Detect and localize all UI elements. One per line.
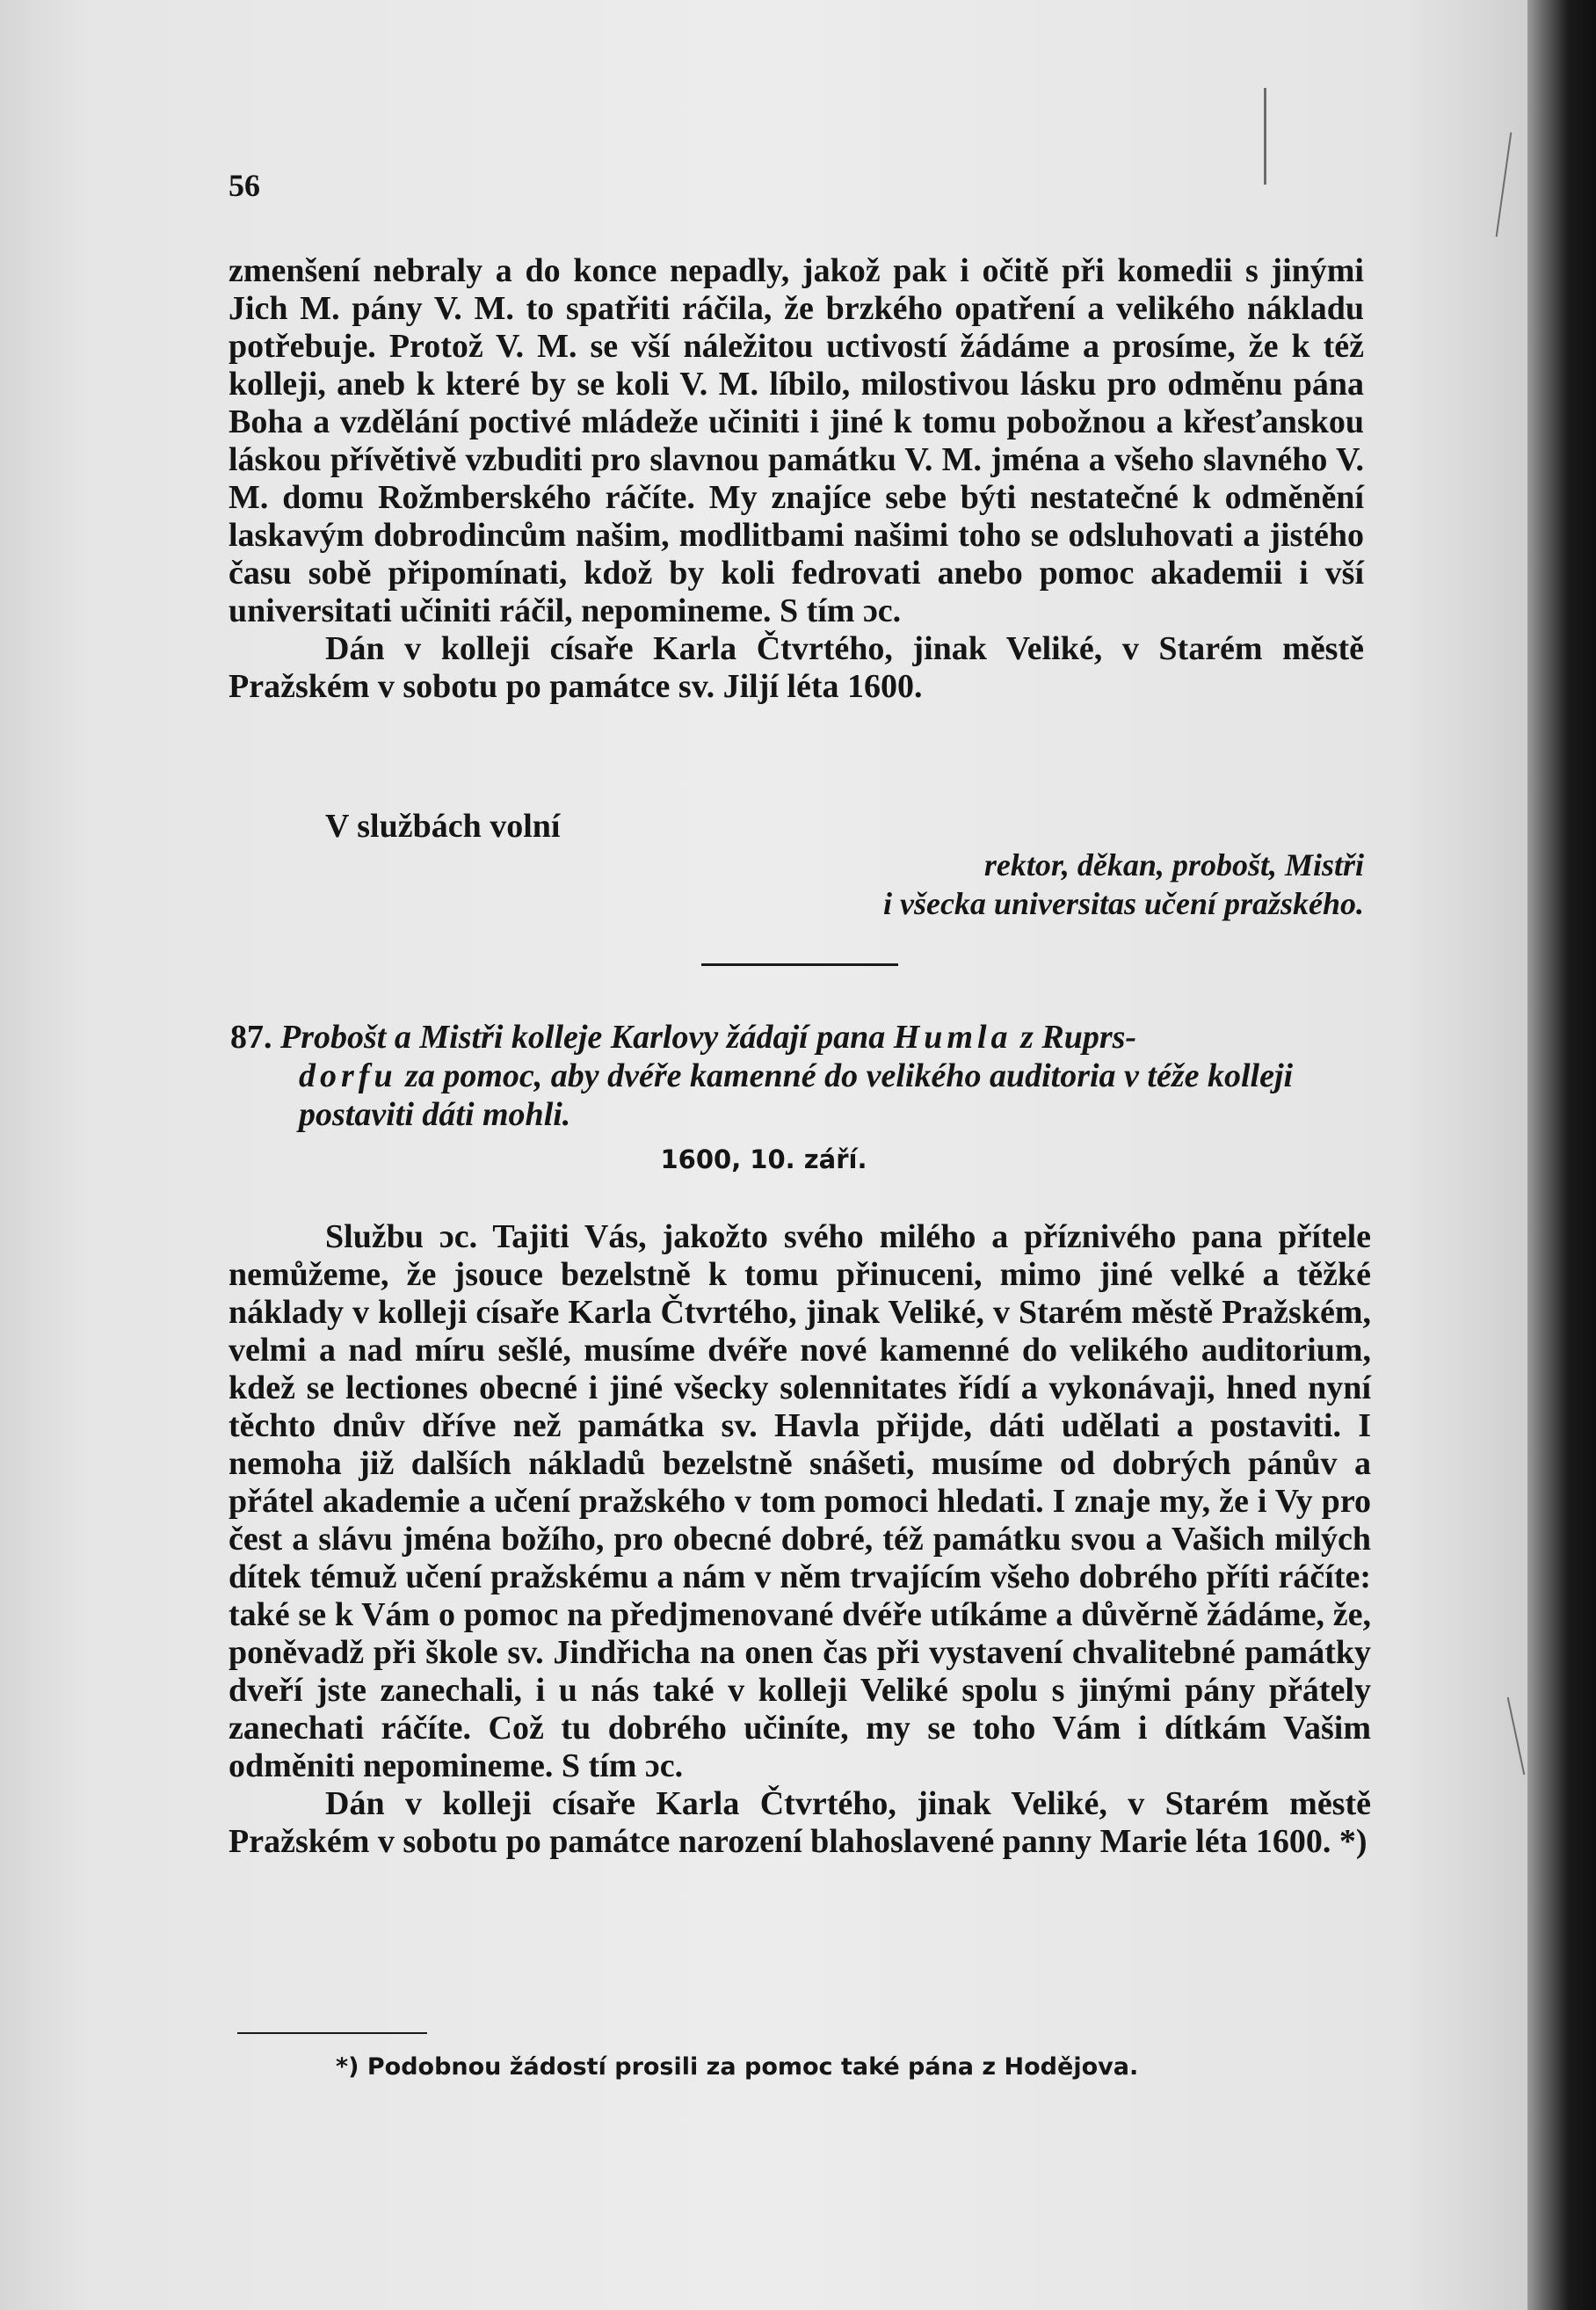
previous-letter-continuation: [229, 252, 1364, 706]
entry-heading-text: z: [1020, 1019, 1034, 1056]
entry-heading-name: Humla: [893, 1019, 1012, 1056]
signature-line: rektor, děkan, probošt, Mistři: [983, 847, 1364, 883]
scan-border: [1527, 0, 1596, 2310]
scan-mark: [1264, 88, 1266, 185]
scan-mark: [1507, 1697, 1526, 1775]
entry-number: 87.: [230, 1019, 272, 1056]
signature-line: i všecka universitas učení pražského.: [882, 886, 1364, 921]
scan-mark: [1496, 132, 1513, 236]
entry-heading-text: za pomoc, aby dvéře kamenné do velikého auditoria v téže kolleji postaviti dáti mohli.: [299, 1057, 1294, 1133]
entry-heading-continuation: [230, 1057, 1373, 1134]
entry-dated-line: Dán v kolleji císaře Karla Čtvrtého, jinak Veliké, v Starém městě Pražském v sobotu po památce narození blahoslavené panny Marie léta 1600. *): [229, 1785, 1371, 1860]
entry-date: 1600, 10. září.: [660, 1144, 867, 1174]
entry-letter-body: [229, 1218, 1371, 1861]
continuation-dated-line: Dán v kolleji císaře Karla Čtvrtého, jinak Veliké, v Starém městě Pražském v sobotu po památce sv. Jiljí léta 1600.: [229, 630, 1364, 705]
footnote-divider: [237, 2032, 427, 2034]
entry-heading-name: Ruprs-: [1041, 1019, 1137, 1056]
entry-body-paragraph: Službu ɔc. Tajiti Vás, jakožto svého milého a příznivého pana přítele nemůžeme, že jsouce bezelstně k tomu přinuceni, mimo jiné velké a těžké náklady v kolleji císaře Karla Čtvrtého, jinak Veliké, v Starém městě Pražském, velmi a nad míru sešlé, musíme dvéře nové kamenné do velikého auditorium, kdež se lectiones obecné i jiné všecky solennitates řídí a vykonávaji, hned nyní těchto dnův dříve než památka sv. Havla přijde, dáti udělati a postaviti. I nemoha již dalších nákladů bezelstně snášeti, musíme od dobrých pánův a přátel akademie a učení pražského v tom pomoci hledati. I znaje my, že i Vy pro čest a slávu jména božího, pro obecné dobré, též památku svou a Vašich milých dítek témuž učení pražskému a nám v něm trvajícím všeho dobrého příti ráčíte: také se k Vám o pomoc na předjmenované dvéře utíkáme a důvěrně žádáme, že, poněvadž při škole sv. Jindřicha na onen čas při vystavení chvalitebné památky dveří jste zanechali, i u nás také v kolleji Veliké spolu s jinými pány přátely zanechati ráčíte. Což tu dobrého učiníte, my se toho Vám i dítkám Vašim odměniti nepomineme. S tím ɔc.: [229, 1218, 1371, 1784]
section-divider: [701, 963, 898, 966]
footnote: *) Podobnou žádostí prosili za pomoc také pána z Hodějova.: [336, 2053, 1139, 2081]
entry-heading: [230, 1018, 1373, 1134]
signature-block: [883, 846, 1364, 923]
entry-heading-text: Probošt a Mistři kolleje Karlovy žádají pana: [280, 1019, 886, 1056]
entry-heading-name: dorfu: [299, 1057, 397, 1094]
continuation-paragraph: zmenšení nebraly a do konce nepadly, jakož pak i očitě při komedii s jinými Jich M. pány V. M. to spatřiti ráčila, že brzkého opatření a velikého nákladu potřebuje. Protož V. M. se vší náležitou uctivostí žádáme a prosíme, že k též kolleji, aneb k které by se koli V. M. líbilo, milostivou lásku pro odměnu pána Boha a vzdělání poctivé mládeže učiniti i jiné k tomu pobožnou a křesťanskou láskou přívětivě vzbuditi pro slavnou památku V. M. jména a všeho slavného V. M. domu Rožmberského ráčíte. My znajíce sebe býti nestatečné k odměnění laskavým dobrodincům našim, modlitbami našimi toho se odsluhovati a jistého času sobě připomínati, kdož by koli fedrovati anebo pomoc akademii i vší universitati učiniti ráčil, nepomineme. S tím ɔc.: [229, 252, 1364, 629]
closing-line: V službách volní: [325, 808, 561, 845]
page-number: 56: [229, 168, 260, 203]
